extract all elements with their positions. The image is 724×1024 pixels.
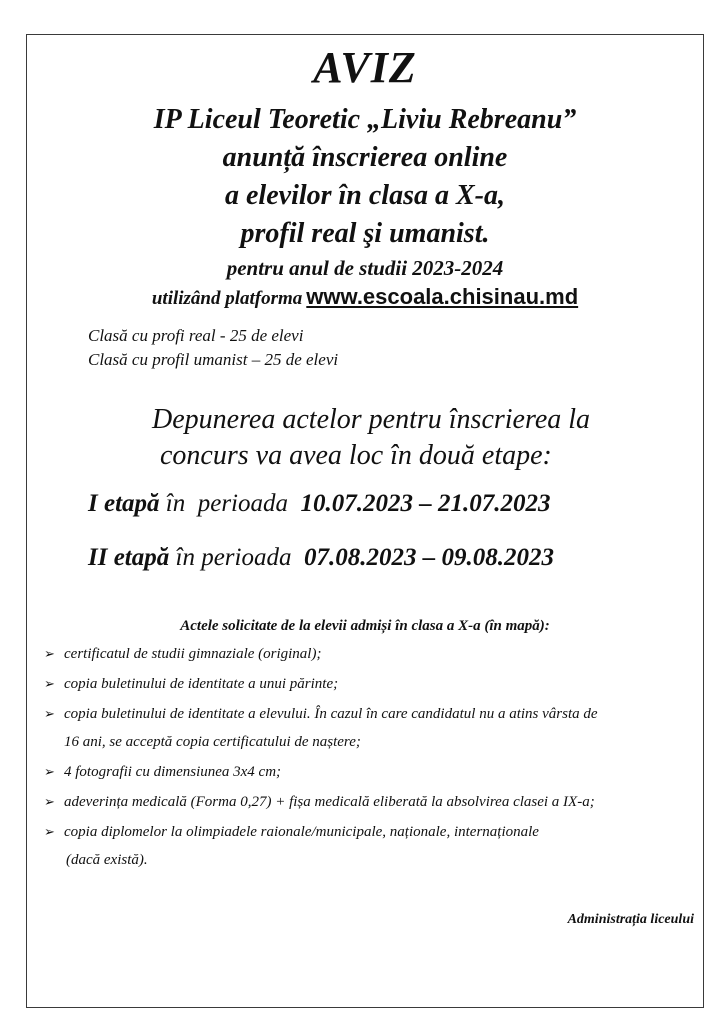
deposit-text-line-2: concurs va avea loc în două etape: [160,440,552,471]
arrow-bullet-icon: ➢ [44,824,55,839]
signature: Administrația liceului [567,912,694,927]
stage-2 [88,544,554,572]
arrow-bullet-icon: ➢ [44,794,55,809]
arrow-bullet-icon: ➢ [44,646,55,661]
document-item-text: certificatul de studii gimnaziale (original); [64,646,322,662]
document-item [44,676,338,693]
announcement-line: anunță înscrierea online [222,142,508,173]
document-item-text: adeverința medicală (Forma 0,27) + fișa medicală eliberată la absolvirea clasei a IX-a; [64,794,595,810]
stage-1-label: I etapă [88,490,160,517]
class-humanist-capacity: Clasă cu profil umanist – 25 de elevi [88,350,339,369]
platform-prefix: utilizând platforma [151,288,303,309]
school-name: IP Liceul Teoretic „Liviu Rebreanu” [153,104,577,135]
document-item-text: copia buletinului de identitate a elevului. În cazul în care candidatul nu a atins vârsta de [64,706,598,722]
platform-line [26,284,704,310]
stage-2-label: II etapă [88,544,170,571]
stage-1-dates: 10.07.2023 – 21.07.2023 [300,490,551,517]
profile-line: profil real şi umanist. [240,218,490,249]
class-line: a elevilor în clasa a X-a, [225,180,505,211]
stage-1 [88,490,551,518]
document-item [44,764,281,781]
class-real-capacity: Clasă cu profi real - 25 de elevi [88,326,304,345]
document-item-continuation: 16 ani, se acceptă copia certificatului de naștere; [64,734,361,750]
stage-1-period-word: în perioada [159,490,301,517]
document-item [44,794,595,811]
school-year-line: pentru anul de studii 2023-2024 [226,256,504,280]
document-item-continuation: (dacă există). [66,852,148,868]
stage-2-dates: 07.08.2023 – 09.08.2023 [303,544,554,571]
document-item-text: copia buletinului de identitate a unui părinte; [64,676,339,692]
arrow-bullet-icon: ➢ [44,676,55,691]
arrow-bullet-icon: ➢ [44,706,55,721]
document-item [44,646,321,663]
notice-title: AVIZ [313,43,417,92]
deposit-text-line-1: Depunerea actelor pentru înscrierea la [152,404,591,435]
platform-url-link[interactable]: www.escoala.chisinau.md [306,284,579,309]
document-item [44,706,598,723]
document-item [44,824,539,841]
arrow-bullet-icon: ➢ [44,764,55,779]
documents-heading: Actele solicitate de la elevii admiși în clasa a X-a (în mapă): [180,618,550,634]
document-item-text: 4 fotografii cu dimensiunea 3x4 cm; [64,764,282,780]
document-item-text: copia diplomelor la olimpiadele raionale/municipale, naționale, internaționale [64,824,539,840]
stage-2-period-word: în perioada [169,544,304,571]
